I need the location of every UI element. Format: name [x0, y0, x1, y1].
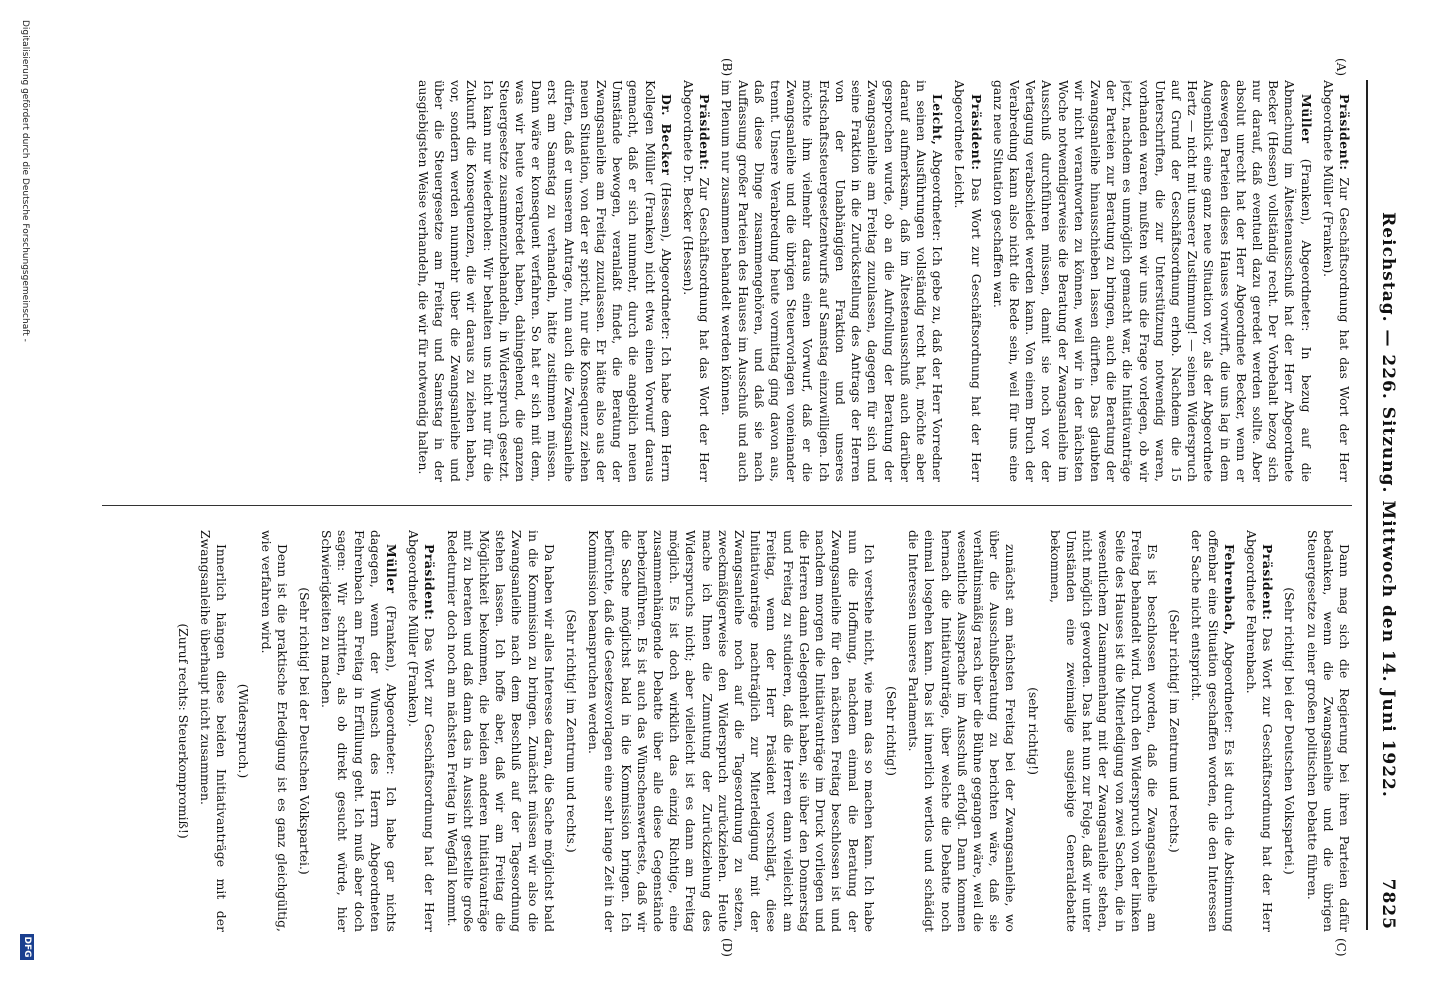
- paragraph: [1166, 530, 1182, 932]
- column-divider: [102, 505, 1352, 506]
- paragraph-text: Abgeordneter: Es ist durch die Abstimmung offenbar eine Situation geschaffen worden, die den Interessen der Sache nicht entspricht.: [1189, 530, 1237, 932]
- paragraph-text: Abgeordneter: Ich gebe zu, daß der Herr Vorredner in seinen Ausführungen vollständig recht hat, möchte aber darauf aufmerksam, daß im Ältestenausschuß auch darüber gesprochen wurde, ob an die Aufrollung der Beratung der Zwangsanleihe am Freitag zuzulassen, dagegen für sich und seine Fraktion in die Zurückstellung des Antrags der Herren von der Unabhängigen Fraktion und unseres Erdschaftssteuergesetzentwurfs auf Samstag einzuwilligen. Ich möchte ihm vielmehr daraus einen Vorwurf, daß er die Zwangsanleihe und die übrigen Steuervorlagen voneinander trennt. Unsere Verabredung heute vormittag ging davon aus, daß diese Dinge zusammengehören, und daß sie nach Auffassung großer Parteien des Hauses im Ausschuß und auch im Plenum nur zusammen behandelt werden können.: [719, 80, 946, 482]
- speaker-name: Präsident:: [697, 94, 713, 171]
- speaker-name: Leicht,: [930, 94, 946, 146]
- speaker-name: Präsident:: [968, 94, 984, 171]
- paragraph-text: Das Wort zur Geschäftsordnung hat der Herr Abgeordnete Leicht.: [952, 80, 984, 482]
- margin-letter-c: (C): [1334, 938, 1348, 957]
- paragraph-text: (Sehr richtig! im Zentrum und rechts.): [1167, 609, 1183, 853]
- paragraph-text: Es ist beschlossen worden, daß die Zwangsanleihe am Freitag behandelt wird. Durch den Widerspruch von der linken Seite des Hauses ist die Miterledigung von zwei Sachen, die in wesentlichem Zusammenhang mit der Zwangsanleihe stehen, nicht möglich geworden. Das hat nun zur Folge, daß wir unter Umständen eine zweimalige ausgiebige Generaldebatte bekommen,: [1047, 530, 1160, 932]
- paragraph-text: (Sehr richtig!): [883, 686, 899, 776]
- paragraph: [296, 530, 312, 932]
- speaker-name: Fehrenbach,: [1221, 544, 1237, 636]
- paragraph-text: Zur Geschäftsordnung hat das Wort der Herr Abgeordnete Müller (Franken).: [1320, 80, 1352, 482]
- paragraph: [1281, 530, 1297, 932]
- paragraph: [1243, 530, 1275, 932]
- speaker-name: Präsident:: [1260, 544, 1276, 621]
- speaker-name: Dr. Becker: [658, 94, 674, 176]
- speaker-name: Präsident:: [422, 544, 438, 621]
- right-text-column: [102, 530, 1352, 932]
- speaker-name: Müller: [384, 544, 400, 594]
- paragraph: [405, 530, 437, 932]
- paragraph: [951, 80, 983, 482]
- paragraph-text: Zur Geschäftsordnung hat das Wort der Herr Abgeordnete Dr. Becker (Hessen).: [681, 80, 713, 482]
- page-number: 7825: [1378, 878, 1398, 930]
- page-footer: [14, 20, 34, 980]
- digitization-credit: Digitalisierung gefördert durch die Deutsche Forschungsgemeinschaft -: [20, 20, 30, 342]
- dfg-logo: DFG: [20, 934, 34, 960]
- paragraph: [1320, 80, 1352, 482]
- paragraph-text: (Widerspruch.): [236, 683, 252, 779]
- paragraph: [257, 530, 289, 932]
- paragraph: [680, 80, 712, 482]
- running-head: Reichstag. — 226. Sitzung. Mittwoch den 14. Juni 1922.: [1378, 212, 1398, 798]
- paragraph-text: Denn ist die praktische Erledigung ist es ganz gleichgültig, wie verfahren wird.: [258, 530, 290, 932]
- paragraph-text: (Franken), Abgeordneter: Ich habe gar nichts dagegen, wenn der Wunsch des Herrn Abgeordneten Fehrenbach am Freitag in Erfüllung geht. Ich muß aber doch sagen: Wir schritten, als ob direkt gesucht würde, hier Schwierigkeiten zu machen.: [319, 530, 400, 932]
- paragraph-text: Das Wort zur Geschäftsordnung hat der Herr Abgeordnete Fehrenbach.: [1243, 530, 1276, 932]
- paragraph-text: (Hessen), Abgeordneter: Ich habe dem Herrn Kollegen Müller (Franken) nicht etwa einen Vorwurf daraus gemacht, daß er sich nunmehr, durch die angeblich neuen Umstände bewogen, veranlaßt findet, die Beratung der Zwangsanleihe am Freitag zuzulassen. Er hätte also aus der neuen Situation, von der er spricht, nur die Konsequenz ziehen dürfen, daß er unserem Antrage, nun auch die Zwangsanleihe erst am Samstag zu verhandeln, hätte zustimmen müssen. Dann wäre er konsequent verfahren. So hat er sich mit dem, was wir heute verabredet haben, dahingehend, die ganzen Steuergesetze zusammenzubehandeln, in Widerspruch gesetzt. Ich kann nur wiederholen: Wir behalten uns nicht nur für die Zukunft die Konsequenzen, die wir daraus zu ziehen haben, vor, sondern werden nunmehr über die Zwangsanleihe und über die Steuergesetze am Freitag und Samstag in der ausgiebigsten Weise verhandeln, die wir für notwendig halten.: [415, 80, 674, 482]
- paragraph: [563, 530, 579, 932]
- paragraph: [415, 80, 674, 482]
- paragraph: [1047, 530, 1160, 932]
- paragraph: [175, 530, 191, 932]
- paragraph-text: (Sehr richtig! bei der Deutschen Volkspartei.): [1282, 587, 1298, 875]
- paragraph-text: Dann mag sich die Regierung bei ihren Parteien dafür bedanken, wenn die Zwangsanleihe und die übrigen Steuergesetze zu einer großen politischen Debatte führen.: [1304, 530, 1352, 932]
- paragraph-text: Innerlich hängen diese beiden Initiativanträge mit der Zwangsanleihe überhaupt nicht zusammen.: [198, 530, 230, 932]
- paragraph: [883, 530, 899, 932]
- speaker-name: Präsident:: [1337, 94, 1352, 171]
- paragraph: [1303, 530, 1352, 932]
- margin-letter-b: (B): [720, 58, 734, 77]
- paragraph-text: Ich verstehe nicht, wie man das so machen kann. Ich habe nun die Hoffnung, nachdem einmal die Beratung der Zwangsanleihe für den nächsten Freitag beschlossen ist und nachdem morgen die Initiativanträge im Druck vorliegen und die Herren dann Gelegenheit haben, sie über den Donnerstag und Freitag zu studieren, daß die Herren dann vielleicht am Freitag, wenn der Herr Präsident vorschlägt, diese Initiativanträge nachträglich zur Miterledigung mit der Zwangsanleihe noch auf die Tagesordnung zu setzen, zweckmäßigerweise den Widerspruch zurückziehen. Heute mache ich Ihnen die Zumutung der Zurückziehung des Widerspruchs nicht; aber vielleicht ist es dann am Freitag möglich. Es ist doch wirklich das einzig Richtige, eine zusammenhängende Debatte über alle diese Gegenstände herbeizuführen. Es ist auch das Wünschenswerteste, daß wir die Sache möglichst bald in die Kommission bringen. Ich befürchte, daß die Gesetzesvorlagen eine sehr lange Zeit in der Kommission beanspruchen werden.: [586, 530, 877, 932]
- margin-letter-d: (D): [720, 938, 734, 957]
- paragraph: [235, 530, 251, 932]
- paragraph-text: (Franken), Abgeordneter: In bezug auf die Abmachung im Ältestenausschuß hat der Herr Abgeordnete Becker (Hessen) vollständig recht. Der Vorbehalt bezog sich nur darauf, daß eventuell dazu geredet werden sollte. Aber absolut unrecht hat der Herr Abgeordnete Becker, wenn er deswegen Parteien dieses Hauses vorwirft, die uns lag in dem Augenblick eine ganz neue Situation vor, als der Abgeordnete Hertz — nicht mit unserer Zustimmung! — seinen Widerspruch auf Grund der Geschäftsordnung erhob. Nachdem die 15 Unterschriften, die zur Unterstützung notwendig waren, vorhanden waren, mußten wir uns die Frage vorlegen, ob wir jetzt, nachdem es unmöglich gemacht war, die Initiativanträge der Parteien zur Beratung zu bringen, auch die Beratung der Zwangsanleihe hinausschieben lassen dürften. Das glaubten wir nicht verantworten zu können, weil wir in der nächsten Woche notwendigerweise die Beratung der Zwangsanleihe im Ausschuß durchführen müssen, damit sie noch vor der Vertagung verabschiedet werden kann. Von einem Bruch der Verabredung kann also nicht die Rede sein, weil für uns eine ganz neue Situation geschaffen war.: [990, 80, 1314, 482]
- paragraph: [718, 80, 945, 482]
- page-header: [1364, 80, 1404, 930]
- paragraph-text: Da haben wir alles Interesse daran, die Sache möglichst bald in die Kommission zu bringen. Zunächst müssen wir also die Zwangsanleihe nach dem Beschluß auf der Tagesordnung stehen lassen. Ich hoffe aber, daß wir am Freitag die Möglichkeit bekommen, die beiden anderen Initiativanträge mit zu beraten und daß dann das in Aussicht gestellte große Redeturnier doch noch am nächsten Freitag in Wegfall kommt.: [444, 530, 557, 932]
- paragraph-text: Das Wort zur Geschäftsordnung hat der Herr Abgeordnete Müller (Franken).: [406, 530, 438, 932]
- paragraph: [1188, 530, 1237, 932]
- paragraph-text: (sehr richtig!): [1025, 687, 1041, 775]
- header-rule: [1366, 80, 1368, 930]
- paragraph: [905, 530, 1018, 932]
- paragraph: [1024, 530, 1040, 932]
- paragraph-text: (Sehr richtig! bei der Deutschen Volkspartei.): [297, 587, 313, 875]
- speaker-name: Müller: [1298, 94, 1314, 144]
- left-text-column: [102, 80, 1352, 482]
- paragraph: [585, 530, 877, 932]
- paragraph: [443, 530, 556, 932]
- paragraph: [197, 530, 229, 932]
- paragraph: [990, 80, 1314, 482]
- margin-letter-a: (A): [1334, 58, 1348, 77]
- paragraph-text: zunächst am nächsten Freitag bei der Zwangsanleihe, wo über die Ausschußberatung zu berichten wäre, daß sie verhältnismäßig rasch über die Bühne gegangen wäre, weil die wesentliche Aussprache im Ausschuß erfolgt. Dann kommen hernach die Initiativanträge, über welche die Debatte noch einmal losgehen kann. Das ist innerlich wertlos und schädigt die Interessen unseres Parlaments.: [906, 530, 1019, 932]
- paragraph-text: (Zuruf rechts: Steuerkompromiß!): [175, 623, 191, 839]
- paragraph-text: (Sehr richtig! im Zentrum und rechts.): [564, 609, 580, 853]
- paragraph: [318, 530, 399, 932]
